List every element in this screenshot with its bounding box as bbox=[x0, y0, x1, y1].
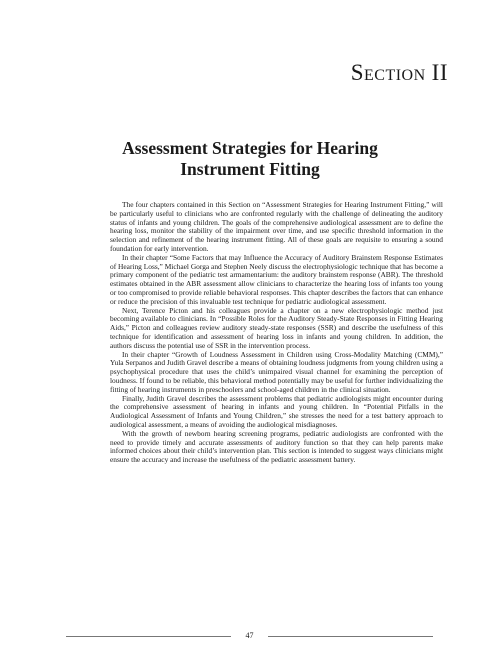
page-title-line-2: Instrument Fitting bbox=[180, 159, 320, 179]
paragraph: In their chapter “Some Factors that may Influence the Accuracy of Auditory Brainstem Response Estimates of Hearing Loss,” Michael Gorga and Stephen Neely discuss the electrophysiologic technique that has become a primary component of the pediatric test armamentarium: the auditory brainstem response (ABR). The threshold estimates obtained in the ABR assessment allow clinicians to characterize the hearing loss of infants too young or too compromised to provide reliable behavioral responses. This chapter describes the factors that can enhance or reduce the precision of this invaluable test technique for pediatric audiological assessment. bbox=[110, 252, 443, 306]
section-numeral: II bbox=[431, 60, 448, 85]
page-number: 47 bbox=[245, 631, 254, 640]
paragraph: Next, Terence Picton and his colleagues provide a chapter on a new electrophysiologic method just becoming available to clinicians. In “Possible Roles for the Auditory Steady-State Responses in Fitting Hearing Aids,” Picton and colleagues review auditory steady-state responses (SSR) and describe the usefulness of this technique for identification and assessment of hearing loss in infants and young children. In addition, the authors discuss the potential use of SSR in the intervention process. bbox=[110, 305, 443, 350]
paragraph: Finally, Judith Gravel describes the assessment problems that pediatric audiologists might encounter during the comprehensive assessment of hearing in infants and young children. In “Potential Pitfalls in the Audiological Assessment of Infants and Young Children,” she stresses the need for a test battery approach to audiological assessment, a means of avoiding the audiological misdiagnoses. bbox=[110, 393, 443, 429]
page-title-line-1: Assessment Strategies for Hearing bbox=[122, 138, 378, 158]
footer-rule-right bbox=[268, 636, 433, 637]
paragraph: In their chapter “Growth of Loudness Assessment in Children using Cross-Modality Matching (CMM),” Yula Serpanos and Judith Gravel describe a means of obtaining loudness judgments from young children using a psychophysical procedure that uses the child’s unimpaired visual channel for examining the perception of loudness. If found to be reliable, this behavioral method potentially may be useful for further individualizing the fitting of hearing instruments in preschoolers and school-aged children in the clinical situation. bbox=[110, 349, 443, 394]
section-heading bbox=[351, 60, 448, 86]
section-label-text: Section bbox=[350, 60, 426, 85]
page-footer bbox=[66, 630, 433, 642]
page-title bbox=[0, 138, 500, 180]
paragraph: The four chapters contained in this Section on “Assessment Strategies for Hearing Instrument Fitting,” will be particularly useful to clinicians who are confronted regularly with the challenge of delineating the auditory status of infants and young children. The goals of the comprehensive audiological assessment are to define the hearing loss, monitor the stability of the impairment over time, and use specific threshold information in the selection and refinement of the hearing instrument fitting. All of these goals are requisite to ensuring a sound foundation for early intervention. bbox=[110, 200, 443, 253]
paragraph: With the growth of newborn hearing screening programs, pediatric audiologists are confronted with the need to provide timely and accurate assessments of auditory function so that they can help parents make informed choices about their child’s intervention plan. This section is intended to suggest ways clinicians might ensure the accuracy and increase the usefulness of the pediatric assessment battery. bbox=[110, 428, 443, 465]
body-text bbox=[110, 201, 443, 465]
